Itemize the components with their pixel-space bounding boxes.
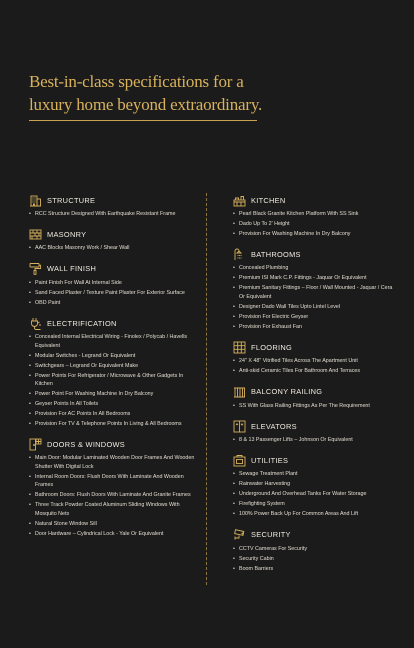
section-header bbox=[233, 339, 393, 355]
section-title: STRUCTURE bbox=[47, 195, 96, 205]
section-header bbox=[29, 226, 199, 242]
spec-item: • Power Points For Refrigerator / Microwave & Other Gadgets In Kitchen bbox=[29, 372, 199, 389]
spec-item: • Geyser Points In All Toilets bbox=[29, 400, 199, 408]
headline-line-1: Best-in-class specifications for a bbox=[29, 72, 244, 91]
section-flooring bbox=[233, 339, 393, 375]
spec-item: • Underground And Overhead Tanks For Water Storage bbox=[233, 490, 393, 498]
left-spec-column bbox=[29, 192, 199, 546]
spec-item: • Door Hardware – Cylindrical Lock - Yale Or Equivalent bbox=[29, 530, 199, 538]
spec-item: • Premium ISI Mark C.P. Fittings - Jaquar Or Equivalent bbox=[233, 274, 393, 282]
spec-item: • Bathroom Doors: Flush Doors With Laminate And Granite Frames bbox=[29, 491, 199, 499]
door-icon bbox=[29, 438, 42, 451]
section-kitchen bbox=[233, 192, 393, 238]
right-spec-column bbox=[233, 192, 393, 581]
spec-item: • Main Door: Modular Laminated Wooden Door Frames And Wooden Shutter With Digital Lock bbox=[29, 454, 199, 471]
spec-list bbox=[29, 279, 199, 307]
section-elevators bbox=[233, 418, 393, 444]
section-header bbox=[233, 452, 393, 468]
spec-list bbox=[233, 402, 393, 410]
paint-roller-icon bbox=[29, 262, 42, 275]
spec-item: • Internal Room Doors: Flush Doors With Laminate And Wooden Frames bbox=[29, 473, 199, 490]
section-header bbox=[233, 418, 393, 434]
section-electrification bbox=[29, 315, 199, 428]
spec-item: • 24" X 48" Vitrified Tiles Across The Apartment Unit bbox=[233, 357, 393, 365]
shower-icon bbox=[233, 248, 246, 261]
spec-list bbox=[233, 470, 393, 518]
section-header bbox=[29, 315, 199, 331]
spec-item: • Natural Stone Window Sill bbox=[29, 520, 199, 528]
headline-line-2: luxury home beyond extraordinary. bbox=[29, 95, 263, 114]
section-header bbox=[233, 384, 393, 400]
section-security bbox=[233, 527, 393, 573]
spec-item: • Premium Sanitary Fittings – Floor / Wall Mounted - Jaquar / Cera Or Equivalent bbox=[233, 284, 393, 301]
spec-list bbox=[233, 436, 393, 444]
section-header bbox=[233, 192, 393, 208]
spec-item: • OBD Paint bbox=[29, 299, 199, 307]
spec-item: • Dado Up To 2' Height bbox=[233, 220, 393, 228]
section-title: KITCHEN bbox=[251, 195, 286, 205]
section-header bbox=[233, 246, 393, 262]
section-header bbox=[29, 192, 199, 208]
section-title: UTILITIES bbox=[251, 455, 289, 465]
section-balcony-railing bbox=[233, 384, 393, 410]
spec-item: • Concealed Plumbing bbox=[233, 264, 393, 272]
section-title: BALCONY RAILING bbox=[251, 387, 323, 397]
spec-item: • Firefighting System bbox=[233, 500, 393, 508]
spec-list bbox=[233, 210, 393, 238]
section-header bbox=[29, 261, 199, 277]
headline-underline bbox=[29, 120, 257, 121]
spec-item: • Three Track Powder Coated Aluminum Sliding Windows With Mosquito Nets bbox=[29, 501, 199, 518]
kitchen-icon bbox=[233, 194, 246, 207]
section-title: ELEVATORS bbox=[251, 421, 297, 431]
section-title: DOORS & WINDOWS bbox=[47, 439, 125, 449]
brick-wall-icon bbox=[29, 228, 42, 241]
section-title: BATHROOMS bbox=[251, 249, 301, 259]
section-wall-finish bbox=[29, 261, 199, 307]
section-structure bbox=[29, 192, 199, 218]
spec-list bbox=[29, 454, 199, 538]
spec-item: • SS With Glass Railing Fittings As Per The Requirement bbox=[233, 402, 393, 410]
spec-item: • Provision For Electric Geyser bbox=[233, 313, 393, 321]
spec-item: • Provision For Washing Machine In Dry Balcony bbox=[233, 230, 393, 238]
spec-item: • Concealed Internal Electrical Wiring - Finolex / Polycab / Havells Equivalent bbox=[29, 333, 199, 350]
section-title: FLOORING bbox=[251, 342, 292, 352]
spec-item: • 100% Power Back Up For Common Areas And Lift bbox=[233, 510, 393, 518]
section-utilities bbox=[233, 452, 393, 518]
spec-list bbox=[29, 333, 199, 428]
section-doors-and-windows bbox=[29, 436, 199, 538]
spec-item: • Rainwater Harvesting bbox=[233, 480, 393, 488]
spec-item: • Provision For TV & Telephone Points In Living & All Bedrooms bbox=[29, 420, 199, 428]
spec-item: • Sewage Treatment Plant bbox=[233, 470, 393, 478]
spec-item: • Provision For Exhaust Fan bbox=[233, 323, 393, 331]
section-title: SECURITY bbox=[251, 530, 291, 540]
spec-list bbox=[29, 244, 199, 252]
spec-list bbox=[233, 357, 393, 375]
spec-item: • Anti-skid Ceramic Tiles For Bathroom And Terraces bbox=[233, 367, 393, 375]
column-divider bbox=[206, 193, 207, 585]
spec-item: • CCTV Cameras For Security bbox=[233, 545, 393, 553]
building-icon bbox=[29, 194, 42, 207]
section-title: WALL FINISH bbox=[47, 264, 97, 274]
spec-list bbox=[29, 210, 199, 218]
spec-item: • 8 & 13 Passenger Lifts – Johnson Or Equivalent bbox=[233, 436, 393, 444]
section-masonry bbox=[29, 226, 199, 252]
spec-item: • Boom Barriers bbox=[233, 565, 393, 573]
headline bbox=[29, 70, 389, 116]
spec-item: • Switchgears – Legrand Or Equivalent Make bbox=[29, 362, 199, 370]
railing-icon bbox=[233, 385, 246, 398]
spec-list bbox=[233, 264, 393, 331]
spec-item: • Provision For AC Points In All Bedrooms bbox=[29, 410, 199, 418]
utilities-icon bbox=[233, 454, 246, 467]
spec-item: • Designer Dado Wall Tiles Upto Lintel Level bbox=[233, 303, 393, 311]
spec-item: • Modular Switches - Legrand Or Equivalent bbox=[29, 352, 199, 360]
section-header bbox=[233, 527, 393, 543]
spec-item: • AAC Blocks Masonry Work / Shear Wall bbox=[29, 244, 199, 252]
spec-item: • Security Cabin bbox=[233, 555, 393, 563]
spec-item: • Paint Finish For Wall At Internal Side bbox=[29, 279, 199, 287]
spec-item: • Pearl Black Granite Kitchen Platform With SS Sink bbox=[233, 210, 393, 218]
plug-icon bbox=[29, 317, 42, 330]
spec-list bbox=[233, 545, 393, 573]
spec-item: • RCC Structure Designed With Earthquake Resistant Frame bbox=[29, 210, 199, 218]
section-title: MASONRY bbox=[47, 229, 87, 239]
section-title: ELECTRIFICATION bbox=[47, 318, 117, 328]
section-header bbox=[29, 436, 199, 452]
spec-item: • Power Point For Washing Machine In Dry Balcony bbox=[29, 390, 199, 398]
cctv-icon bbox=[233, 528, 246, 541]
spec-item: • Sand Faced Plaster / Texture Paint Plaster For Exterior Surface bbox=[29, 289, 199, 297]
tiles-icon bbox=[233, 341, 246, 354]
elevator-icon bbox=[233, 420, 246, 433]
section-bathrooms bbox=[233, 246, 393, 331]
